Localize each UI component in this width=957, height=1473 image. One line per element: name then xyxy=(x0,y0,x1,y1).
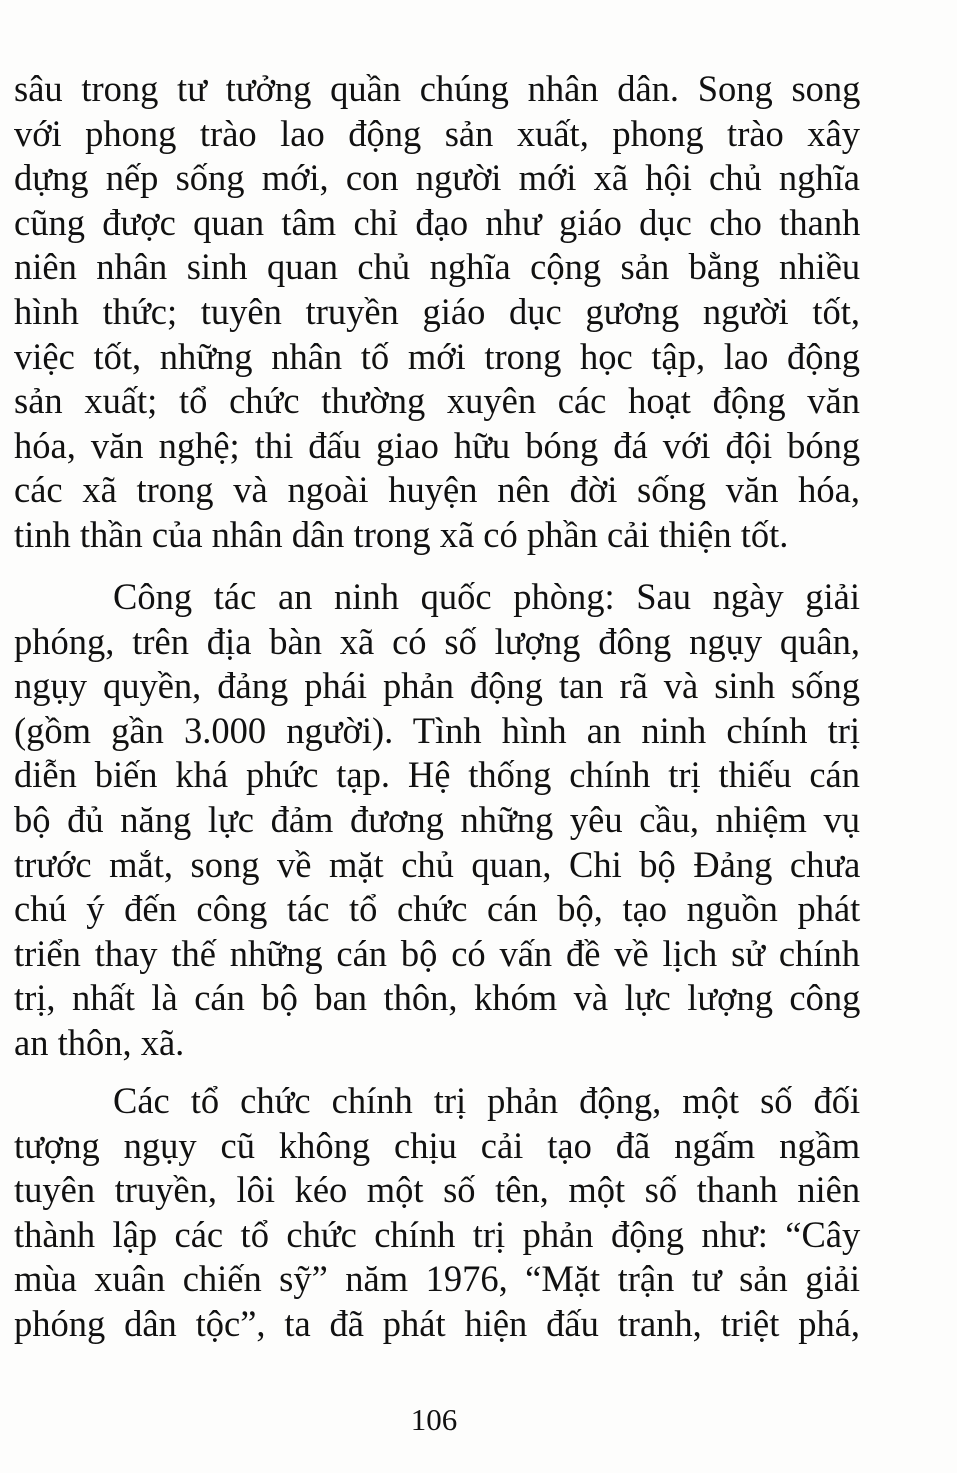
text-line: với phong trào lao động sản xuất, phong trào xây xyxy=(14,112,860,154)
text-line: bộ đủ năng lực đảm đương những yêu cầu, nhiệm vụ xyxy=(14,798,860,840)
text-line: trị, nhất là cán bộ ban thôn, khóm và lực lượng công xyxy=(14,977,861,1019)
text-line: phóng, trên địa bàn xã có số lượng đông ngụy quân, xyxy=(14,620,860,662)
text-line: an thôn, xã. xyxy=(14,1021,185,1063)
text-line: niên nhân sinh quan chủ nghĩa cộng sản bằng nhiều xyxy=(14,246,861,288)
text-line: việc tốt, những nhân tố mới trong học tập, lao động xyxy=(14,335,860,377)
text-line: dựng nếp sống mới, con người mới xã hội chủ nghĩa xyxy=(14,157,860,199)
paragraph-2 xyxy=(14,575,860,1066)
text-line: Công tác an ninh quốc phòng: Sau ngày giải xyxy=(113,576,860,617)
text-line: sản xuất; tổ chức thường xuyên các hoạt động văn xyxy=(14,380,860,422)
text-line: chú ý đến công tác tổ chức cán bộ, tạo nguồn phát xyxy=(14,888,861,930)
text-line: Các tổ chức chính trị phản động, một số đối xyxy=(113,1080,861,1121)
text-line: hóa, văn nghệ; thi đấu giao hữu bóng đá với đội bóng xyxy=(14,424,861,466)
paragraph-3 xyxy=(14,1079,860,1347)
text-line: thành lập các tổ chức chính trị phản động như: “Cây xyxy=(14,1213,861,1255)
paragraph-1 xyxy=(14,67,860,558)
text-line: sâu trong tư tưởng quần chúng nhân dân. Song song xyxy=(14,68,861,109)
text-line: trước mắt, song về mặt chủ quan, Chi bộ Đảng chưa xyxy=(14,843,861,885)
text-line: triển thay thế những cán bộ có vấn đề về lịch sử chính xyxy=(14,932,860,974)
text-line: phóng dân tộc”, ta đã phát hiện đấu tranh, triệt phá, xyxy=(14,1302,861,1344)
page-number: 106 xyxy=(410,1402,458,1437)
text-line: (gồm gần 3.000 người). Tình hình an ninh chính trị xyxy=(14,709,861,751)
text-line: diễn biến khá phức tạp. Hệ thống chính trị thiếu cán xyxy=(14,754,860,796)
text-line: tuyên truyền, lôi kéo một số tên, một số thanh niên xyxy=(14,1169,861,1211)
text-line: tinh thần của nhân dân trong xã có phần cải thiện tốt. xyxy=(14,513,789,555)
text-line: mùa xuân chiến sỹ” năm 1976, “Mặt trận tư sản giải xyxy=(14,1258,860,1300)
text-line: ngụy quyền, đảng phái phản động tan rã và sinh sống xyxy=(14,665,860,707)
text-line: tượng ngụy cũ không chịu cải tạo đã ngấm ngầm xyxy=(14,1124,861,1166)
text-line: các xã trong và ngoài huyện nên đời sống văn hóa, xyxy=(14,469,860,511)
text-line: cũng được quan tâm chỉ đạo như giáo dục cho thanh xyxy=(14,201,861,243)
text-line: hình thức; tuyên truyền giáo dục gương người tốt, xyxy=(14,290,860,332)
